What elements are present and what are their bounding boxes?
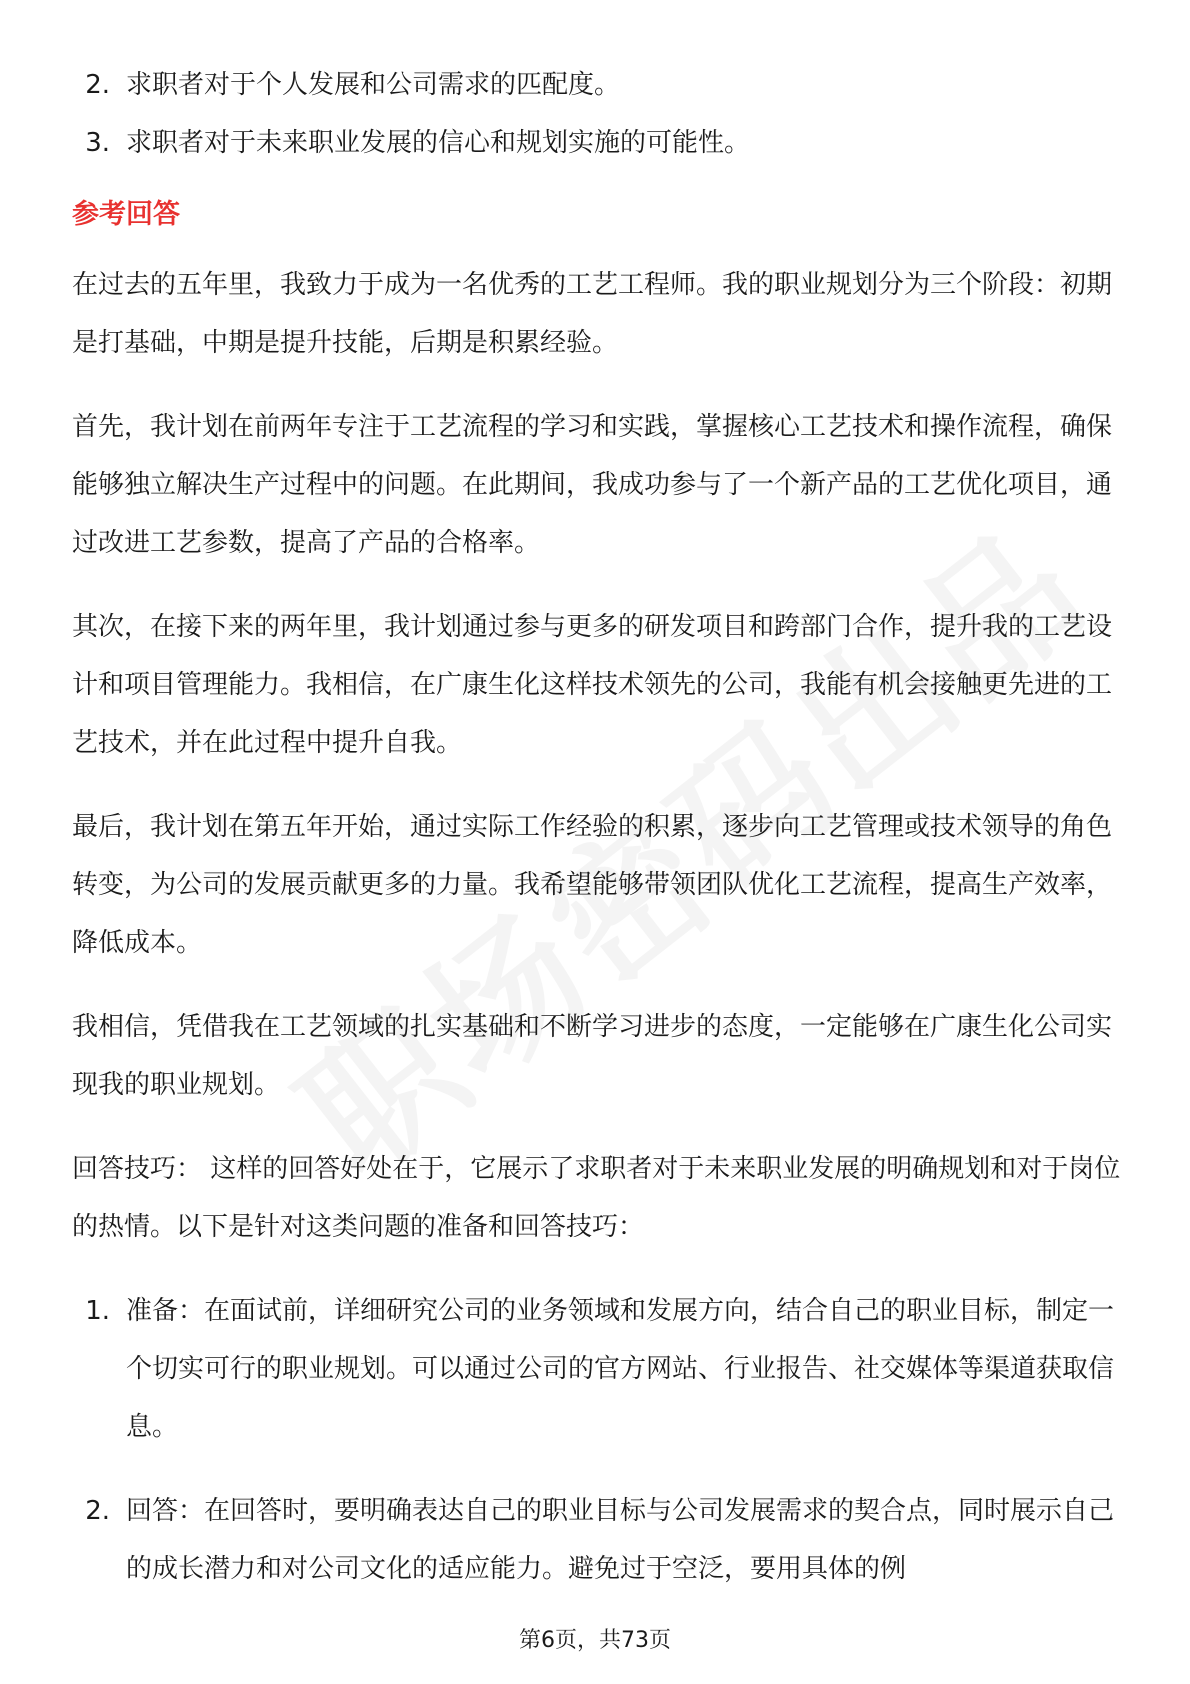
list-text: 回答：在回答时，要明确表达自己的职业目标与公司发展需求的契合点，同时展示自己的成长潜力和对公司文化的适应能力。避免过于空泛，要用具体的例 xyxy=(126,1496,1115,1584)
paragraph: 在过去的五年里，我致力于成为一名优秀的工艺工程师。我的职业规划分为三个阶段：初期是打基础，中期是提升技能，后期是积累经验。 xyxy=(72,270,1113,358)
paragraph: 其次，在接下来的两年里，我计划通过参与更多的研发项目和跨部门合作，提升我的工艺设计和项目管理能力。我相信，在广康生化这样技术领先的公司，我能有机会接触更先进的工艺技术，并在此过程中提升自我。 xyxy=(72,612,1113,758)
list-item xyxy=(72,114,1122,172)
paragraph: 首先，我计划在前两年专注于工艺流程的学习和实践，掌握核心工艺技术和操作流程，确保能够独立解决生产过程中的问题。在此期间，我成功参与了一个新产品的工艺优化项目，通过改进工艺参数，提高了产品的合格率。 xyxy=(72,412,1113,558)
criteria-list xyxy=(72,56,1122,172)
tips-list xyxy=(72,1282,1122,1598)
paragraph: 我相信，凭借我在工艺领域的扎实基础和不断学习进步的态度，一定能够在广康生化公司实现我的职业规划。 xyxy=(72,1012,1113,1100)
list-item xyxy=(72,56,1122,114)
list-number: 2. xyxy=(85,1496,110,1526)
list-item xyxy=(72,1482,1122,1598)
page-content xyxy=(72,56,1122,1598)
list-number: 3. xyxy=(85,128,110,158)
list-number: 2. xyxy=(85,70,110,100)
section-heading: 参考回答 xyxy=(72,199,180,230)
paragraph: 最后，我计划在第五年开始，通过实际工作经验的积累，逐步向工艺管理或技术领导的角色转变，为公司的发展贡献更多的力量。我希望能够带领团队优化工艺流程，提高生产效率，降低成本。 xyxy=(72,812,1113,958)
list-number: 1. xyxy=(85,1296,110,1326)
list-text: 准备：在面试前，详细研究公司的业务领域和发展方向，结合自己的职业目标，制定一个切实可行的职业规划。可以通过公司的官方网站、行业报告、社交媒体等渠道获取信息。 xyxy=(126,1296,1115,1442)
list-text: 求职者对于个人发展和公司需求的匹配度。 xyxy=(126,70,621,100)
tips-paragraph: 回答技巧： 这样的回答好处在于，它展示了求职者对于未来职业发展的明确规划和对于岗位的热情。以下是针对这类问题的准备和回答技巧： xyxy=(72,1154,1121,1242)
page-footer: 第6页，共73页 xyxy=(519,1628,671,1653)
list-text: 求职者对于未来职业发展的信心和规划实施的可能性。 xyxy=(126,128,751,158)
list-item xyxy=(72,1282,1122,1456)
